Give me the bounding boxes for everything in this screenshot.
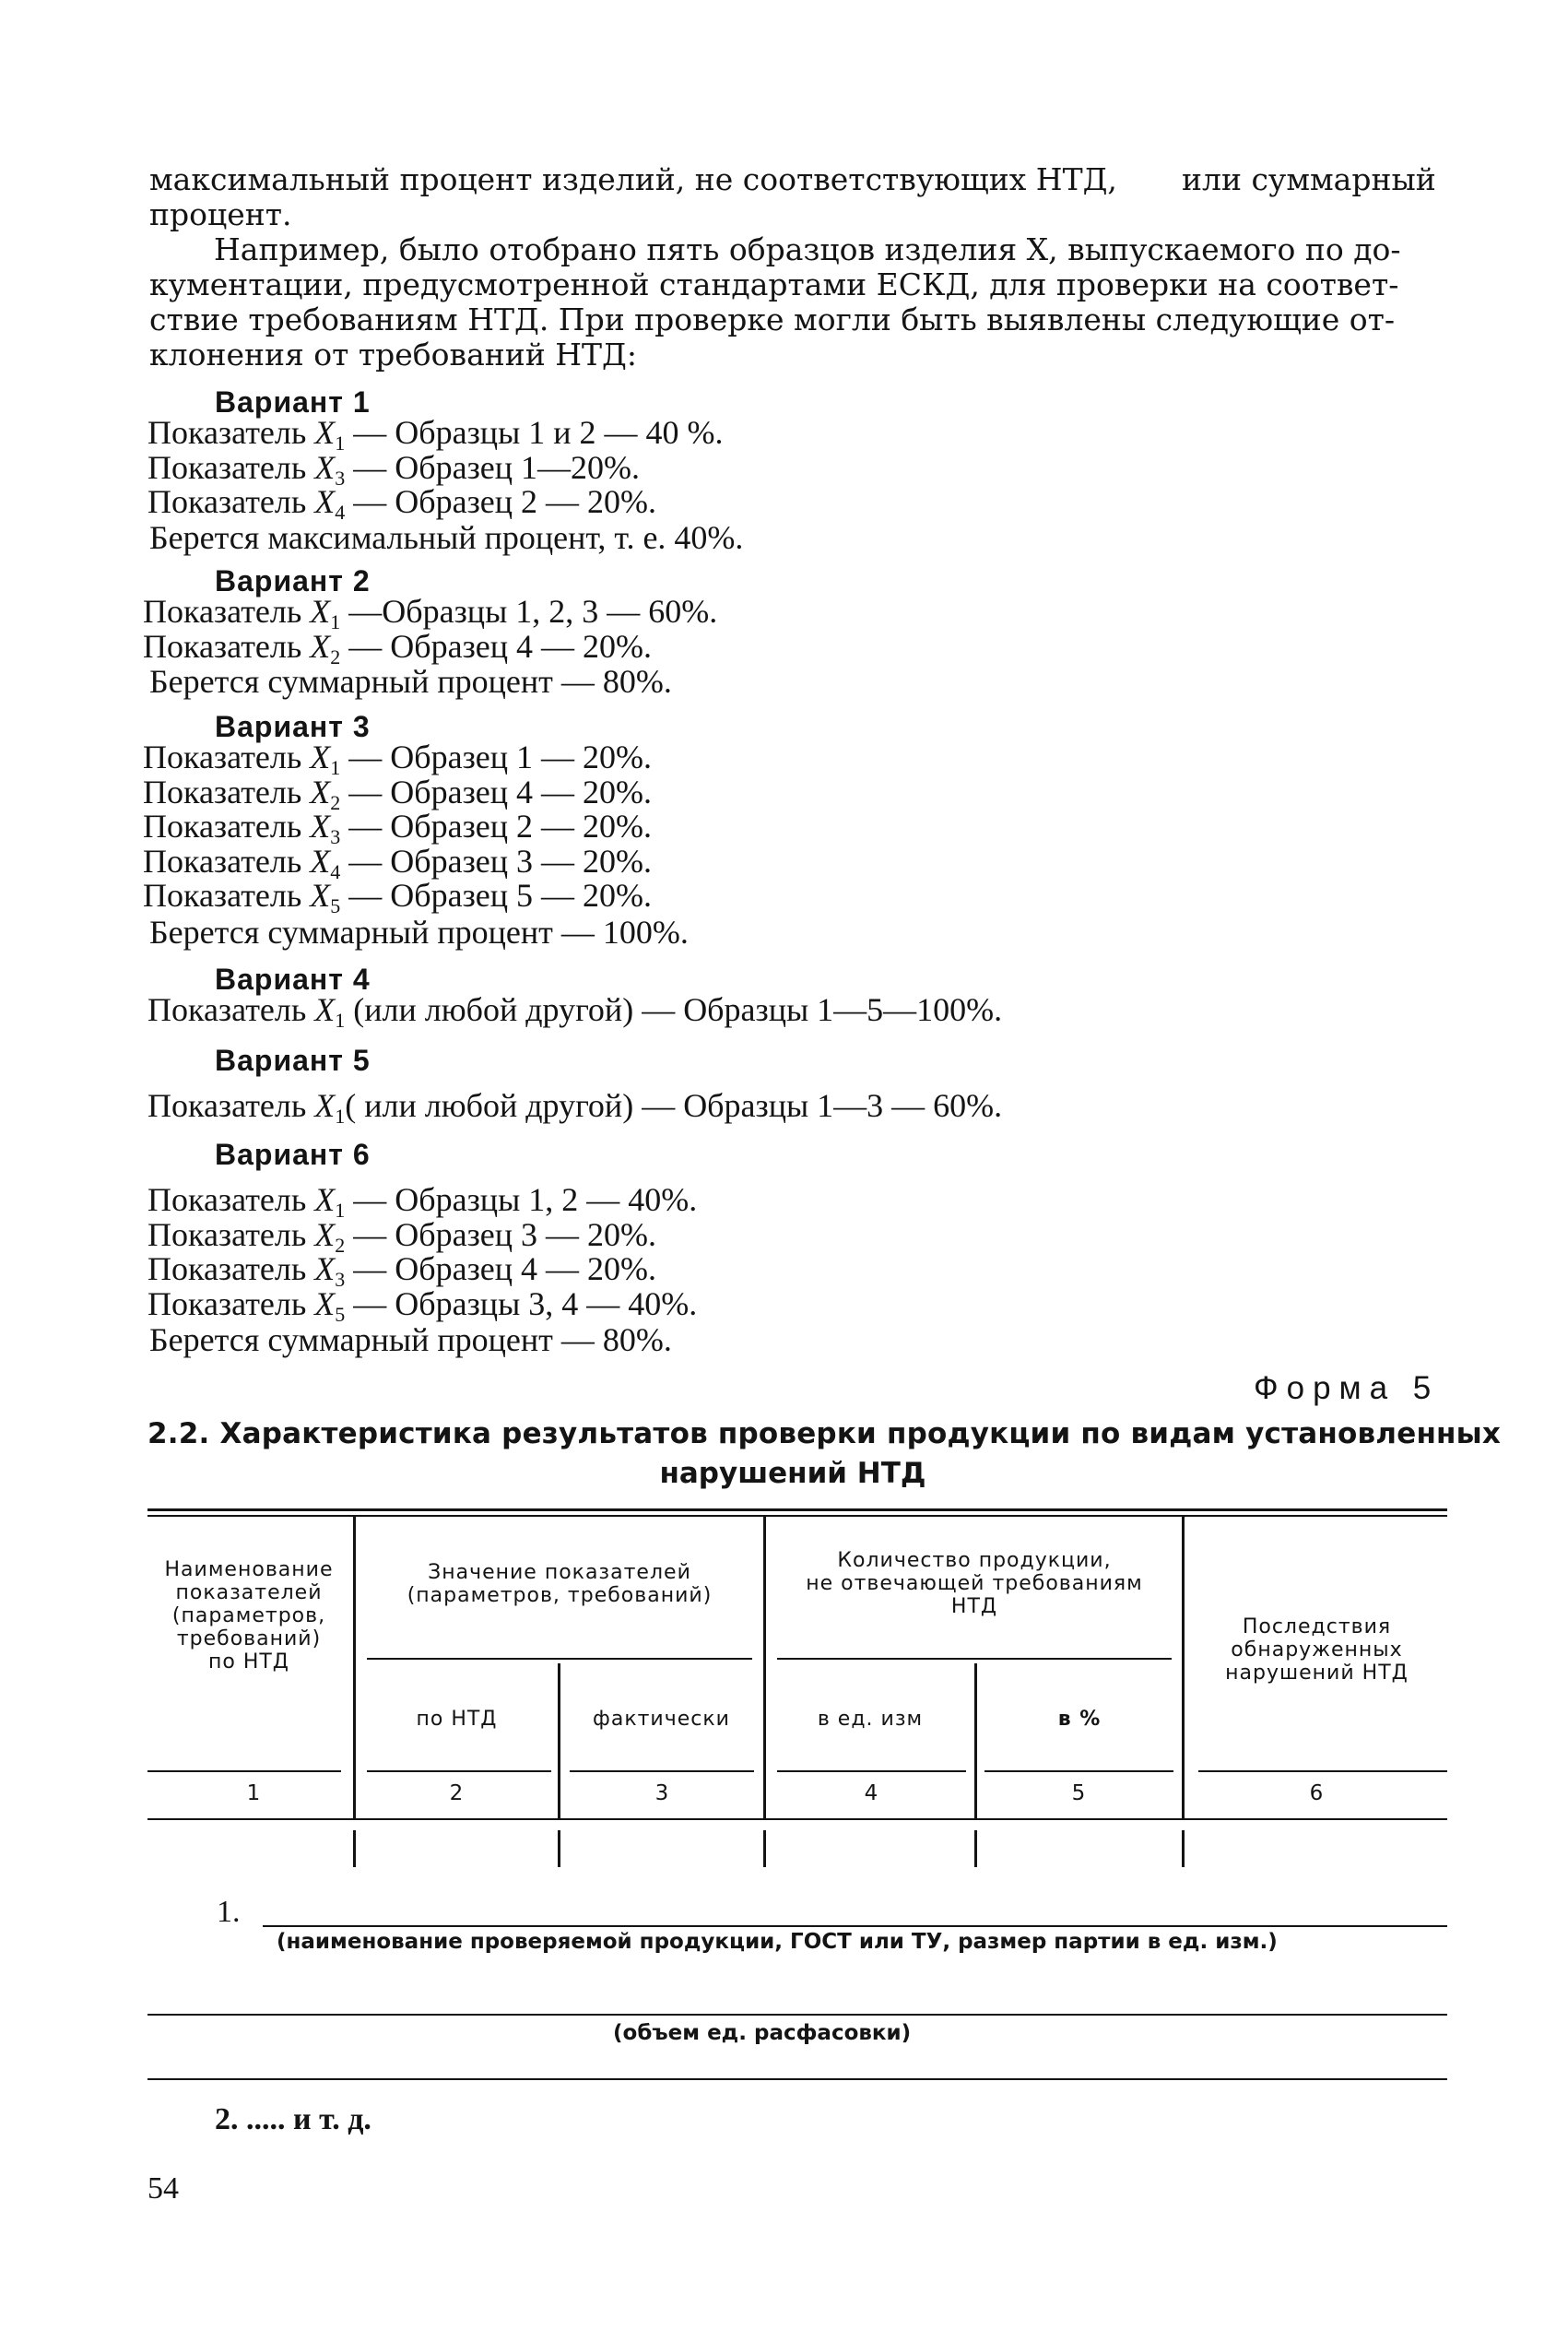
indicator-subscript: 4 <box>335 501 346 524</box>
indicator-label: Показатель X <box>143 593 331 630</box>
table-divider <box>1182 1517 1185 1775</box>
col-header-actual: фактически <box>593 1708 730 1731</box>
group-underline <box>367 1658 752 1660</box>
indicator-label: Показатель X <box>147 448 336 486</box>
table-divider <box>558 1830 560 1867</box>
intro-line-2: процент. <box>149 196 292 232</box>
indicator-label: Показатель X <box>143 773 331 810</box>
table-divider <box>1182 1775 1185 1819</box>
col-header-indicators: Наименование показателей (параметров, требований) по НТД <box>164 1558 334 1674</box>
variant-conclusion: Берется суммарный процент — 80%. <box>149 663 672 700</box>
indicator-subscript: 5 <box>335 1302 346 1326</box>
intro-para-line: кументации, предусмотренной стандартами ЕСКД, для проверки на соответ- <box>149 266 1399 302</box>
indicator-subscript: 5 <box>330 894 341 917</box>
indicator-result: — Образец 3 — 20%. <box>340 842 653 880</box>
indicator-result: — Образец 4 — 20%. <box>340 773 653 810</box>
intro-line-1: максимальный процент изделий, не соответствующих НТД, <box>149 161 1117 197</box>
indicator-label: Показатель X <box>143 739 331 775</box>
table-divider <box>558 1663 560 1775</box>
indicator-subscript: 2 <box>330 790 341 814</box>
numbers-bottom-line <box>147 1818 1447 1820</box>
indicator-label: Показатель X <box>143 627 331 665</box>
table-divider <box>763 1830 766 1867</box>
indicator-label: Показатель X <box>143 808 331 845</box>
col-header-percent: в % <box>1057 1708 1102 1731</box>
table-divider <box>974 1830 977 1867</box>
fill-caption-product: (наименование проверяемой продукции, ГОСТ или ТУ, размер партии в ед. изм.) <box>277 1930 1278 1954</box>
col-number: 2 <box>449 1781 464 1805</box>
variant-heading: Вариант 5 <box>215 1044 371 1077</box>
col-header-quantity: Количество продукции, не отвечающей требованиям НТД <box>806 1549 1143 1618</box>
intro-para-line: ствие требованиям НТД. При проверке могли быть выявлены следующие от- <box>149 302 1396 337</box>
indicator-label: Показатель X <box>147 414 336 451</box>
indicator-label: Показатель X <box>147 1284 336 1322</box>
indicator-subscript: 1 <box>330 756 341 779</box>
col-number: 3 <box>654 1781 669 1805</box>
fill-caption-packaging: (объем ед. расфасовки) <box>613 2021 912 2045</box>
table-divider <box>763 1775 766 1819</box>
indicator-result: — Образец 4 — 20%. <box>345 1250 657 1287</box>
table-divider <box>974 1775 977 1819</box>
indicator-label: Показатель X <box>147 1087 336 1124</box>
col-header-consequences: Последствия обнаруженных нарушений НТД <box>1225 1615 1409 1685</box>
form-label: Форма 5 <box>1254 1370 1440 1406</box>
header-bottom-line <box>1198 1770 1447 1772</box>
indicator-subscript: 1 <box>335 432 346 455</box>
table-divider <box>558 1775 560 1819</box>
variant-heading: Вариант 4 <box>215 963 371 996</box>
page-number: 54 <box>147 2171 179 2206</box>
indicator-subscript: 1 <box>335 1009 346 1032</box>
indicator-subscript: 1 <box>335 1105 346 1128</box>
indicator-result: — Образец 2 — 20%. <box>345 483 657 520</box>
header-bottom-line <box>984 1770 1173 1772</box>
table-divider <box>353 1517 356 1775</box>
variant-heading: Вариант 6 <box>215 1138 371 1171</box>
indicator-label: Показатель X <box>143 842 331 880</box>
indicator-result: — Образцы 1 и 2 — 40 %. <box>345 414 724 451</box>
variant-heading: Вариант 3 <box>215 710 371 743</box>
indicator-result: — Образец 3 — 20%. <box>345 1215 657 1253</box>
indicator-result: (или любой другой) — Образцы 1—5—100%. <box>345 991 1003 1028</box>
variant-conclusion: Берется суммарный процент — 100%. <box>149 914 689 951</box>
table-divider <box>974 1663 977 1775</box>
col-header-units: в ед. изм <box>817 1708 924 1731</box>
indicator-label: Показатель X <box>143 877 331 914</box>
header-bottom-line <box>147 1770 341 1772</box>
indicator-result: — Образцы 3, 4 — 40%. <box>345 1284 698 1322</box>
header-bottom-line <box>570 1770 754 1772</box>
item-1-number: 1. <box>217 1895 241 1929</box>
col-header-by-ntd: по НТД <box>416 1708 498 1731</box>
indicator-result: — Образец 1 — 20%. <box>340 739 653 775</box>
indicator-subscript: 2 <box>330 645 341 668</box>
indicator-subscript: 3 <box>330 825 341 848</box>
fill-line-product <box>263 1925 1447 1927</box>
indicator-label: Показатель X <box>147 1250 336 1287</box>
indicator-line <box>147 1088 1002 1134</box>
indicator-result: —Образцы 1, 2, 3 — 60%. <box>340 593 718 630</box>
fill-line-packaging <box>147 2014 1447 2016</box>
header-bottom-line <box>367 1770 551 1772</box>
indicator-subscript: 3 <box>335 1268 346 1291</box>
col-number: 4 <box>864 1781 878 1805</box>
group-underline <box>777 1658 1172 1660</box>
variant-conclusion: Берется максимальный процент, т. е. 40%. <box>149 519 744 556</box>
variant-conclusion: Берется суммарный процент — 80%. <box>149 1321 672 1358</box>
table-divider <box>353 1775 356 1819</box>
intro-para-line: Например, было отобрано пять образцов изделия X, выпускаемого по до- <box>214 231 1401 267</box>
indicator-label: Показатель X <box>147 483 336 520</box>
variant-heading: Вариант 1 <box>215 385 371 419</box>
indicator-line <box>147 992 1002 1038</box>
indicator-label: Показатель X <box>147 1181 336 1218</box>
table-border-top-inner <box>147 1515 1447 1517</box>
item-2-etc: 2. ..... и т. д. <box>215 2102 371 2136</box>
indicator-label: Показатель X <box>147 991 336 1028</box>
indicator-subscript: 1 <box>335 1199 346 1222</box>
fill-line-bottom <box>147 2078 1447 2080</box>
header-bottom-line <box>777 1770 966 1772</box>
table-divider <box>353 1830 356 1867</box>
indicator-label: Показатель X <box>147 1215 336 1253</box>
indicator-result: — Образцы 1, 2 — 40%. <box>345 1181 698 1218</box>
table-border-top <box>147 1508 1447 1511</box>
indicator-subscript: 3 <box>335 466 346 490</box>
col-number: 1 <box>246 1781 261 1805</box>
intro-para-line: клонения от требований НТД: <box>149 337 637 373</box>
indicator-result: — Образец 4 — 20%. <box>340 627 653 665</box>
indicator-result: — Образец 5 — 20%. <box>340 877 653 914</box>
intro-line-1-tail: или суммарный <box>1182 161 1436 197</box>
indicator-result: — Образец 2 — 20%. <box>340 808 653 845</box>
table-divider <box>763 1517 766 1775</box>
variant-heading: Вариант 2 <box>215 564 371 597</box>
table-divider <box>1182 1830 1185 1867</box>
col-header-values: Значение показателей (параметров, требований) <box>407 1561 713 1607</box>
indicator-result: ( или любой другой) — Образцы 1—3 — 60%. <box>345 1087 1003 1124</box>
form-title-line-2: нарушений НТД <box>659 1457 926 1490</box>
form-title-line-1: 2.2. Характеристика результатов проверки продукции по видам установленных <box>147 1417 1502 1450</box>
indicator-subscript: 4 <box>330 859 341 883</box>
indicator-result: — Образец 1—20%. <box>345 448 641 486</box>
indicator-subscript: 2 <box>335 1233 346 1257</box>
col-number: 6 <box>1309 1781 1324 1805</box>
indicator-subscript: 1 <box>330 610 341 633</box>
col-number: 5 <box>1071 1781 1086 1805</box>
